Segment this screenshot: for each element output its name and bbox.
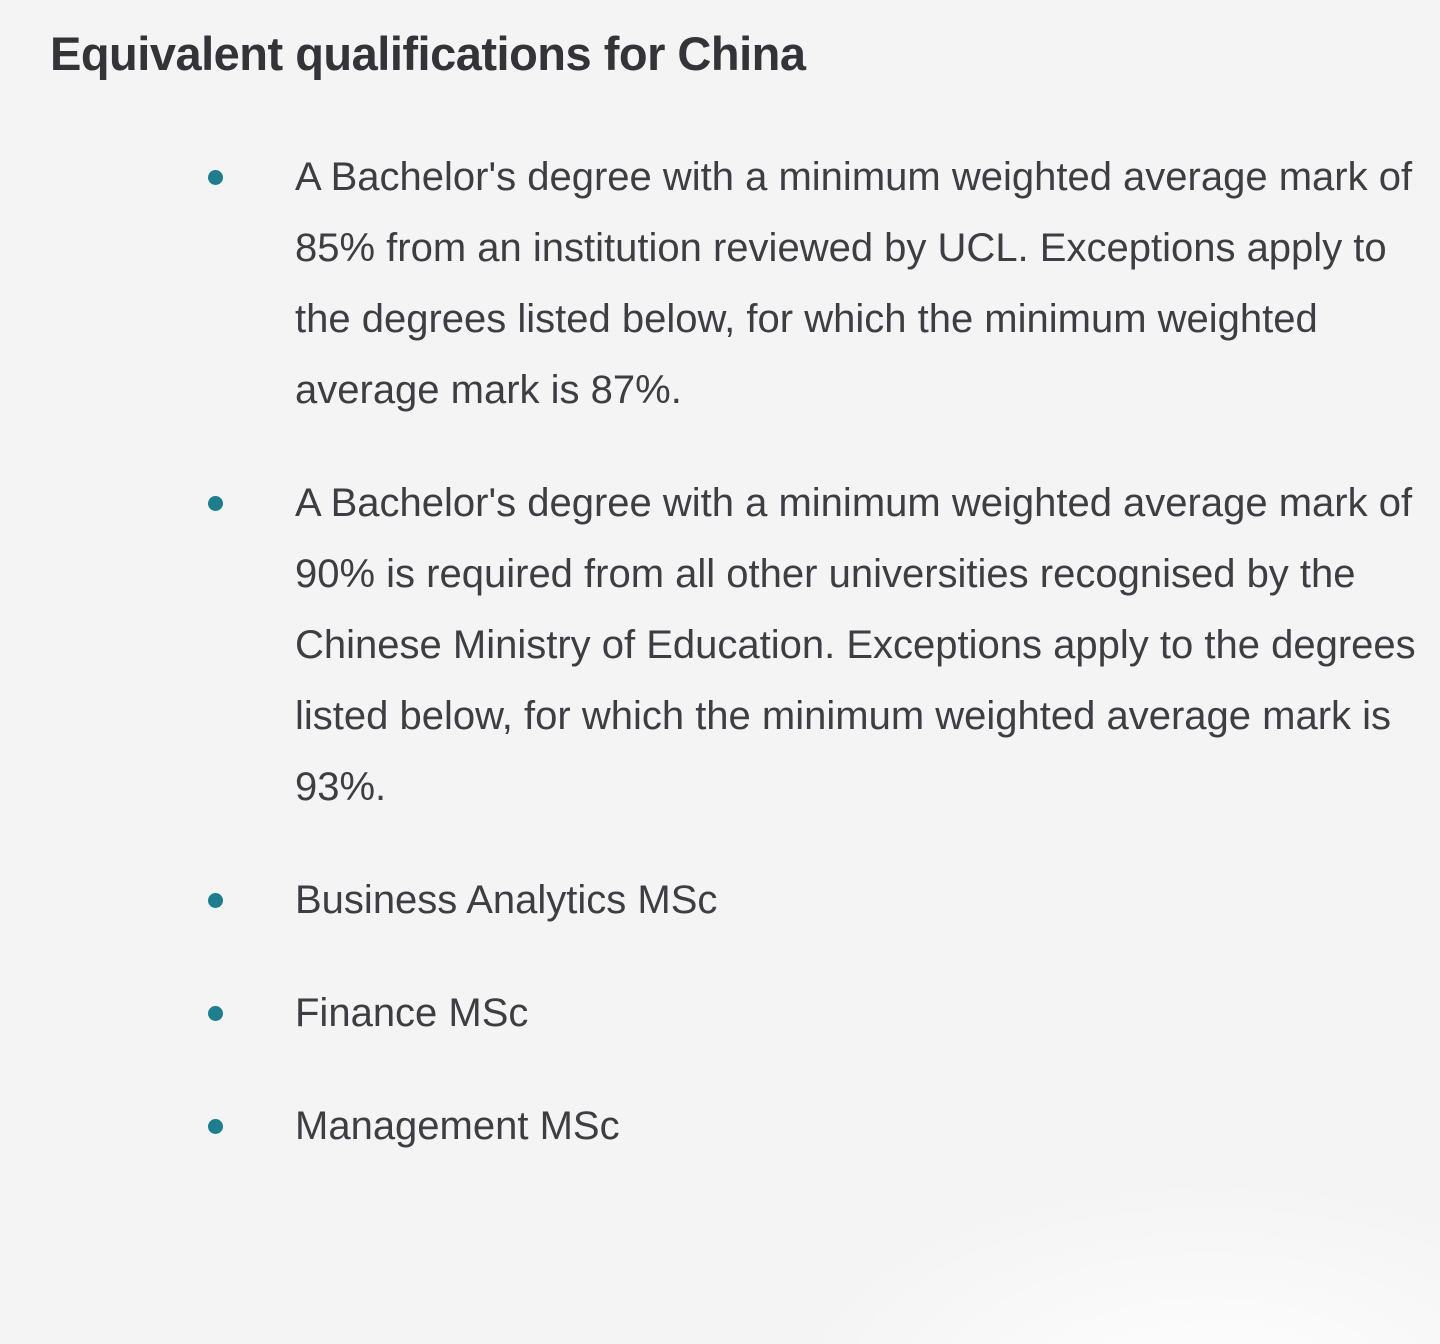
bullet-icon	[208, 496, 223, 511]
list-item	[208, 468, 1440, 823]
list-item	[208, 1091, 1440, 1162]
list-item	[208, 865, 1440, 936]
list-item	[208, 978, 1440, 1049]
course-name: Management MSc	[295, 1104, 620, 1149]
bullet-icon	[208, 1119, 223, 1134]
bullet-icon	[208, 1006, 223, 1021]
bullet-icon	[208, 893, 223, 908]
course-name: Business Analytics MSc	[295, 878, 718, 923]
page-title: Equivalent qualifications for China	[50, 27, 806, 80]
list-item	[208, 142, 1440, 426]
requirement-text: A Bachelor's degree with a minimum weighted average mark of 90% is required from all other universities recognised by the Chinese Ministry of Education. Exceptions apply to the degrees listed below, for which the minimum weighted average mark is 93%.	[295, 481, 1416, 810]
requirements-list	[50, 142, 1440, 823]
bullet-icon	[208, 170, 223, 185]
requirement-text: A Bachelor's degree with a minimum weighted average mark of 85% from an institution reviewed by UCL. Exceptions apply to the degrees listed below, for which the minimum weighted average mark is 87%.	[295, 155, 1413, 413]
courses-list	[50, 865, 1440, 1162]
course-name: Finance MSc	[295, 991, 529, 1036]
